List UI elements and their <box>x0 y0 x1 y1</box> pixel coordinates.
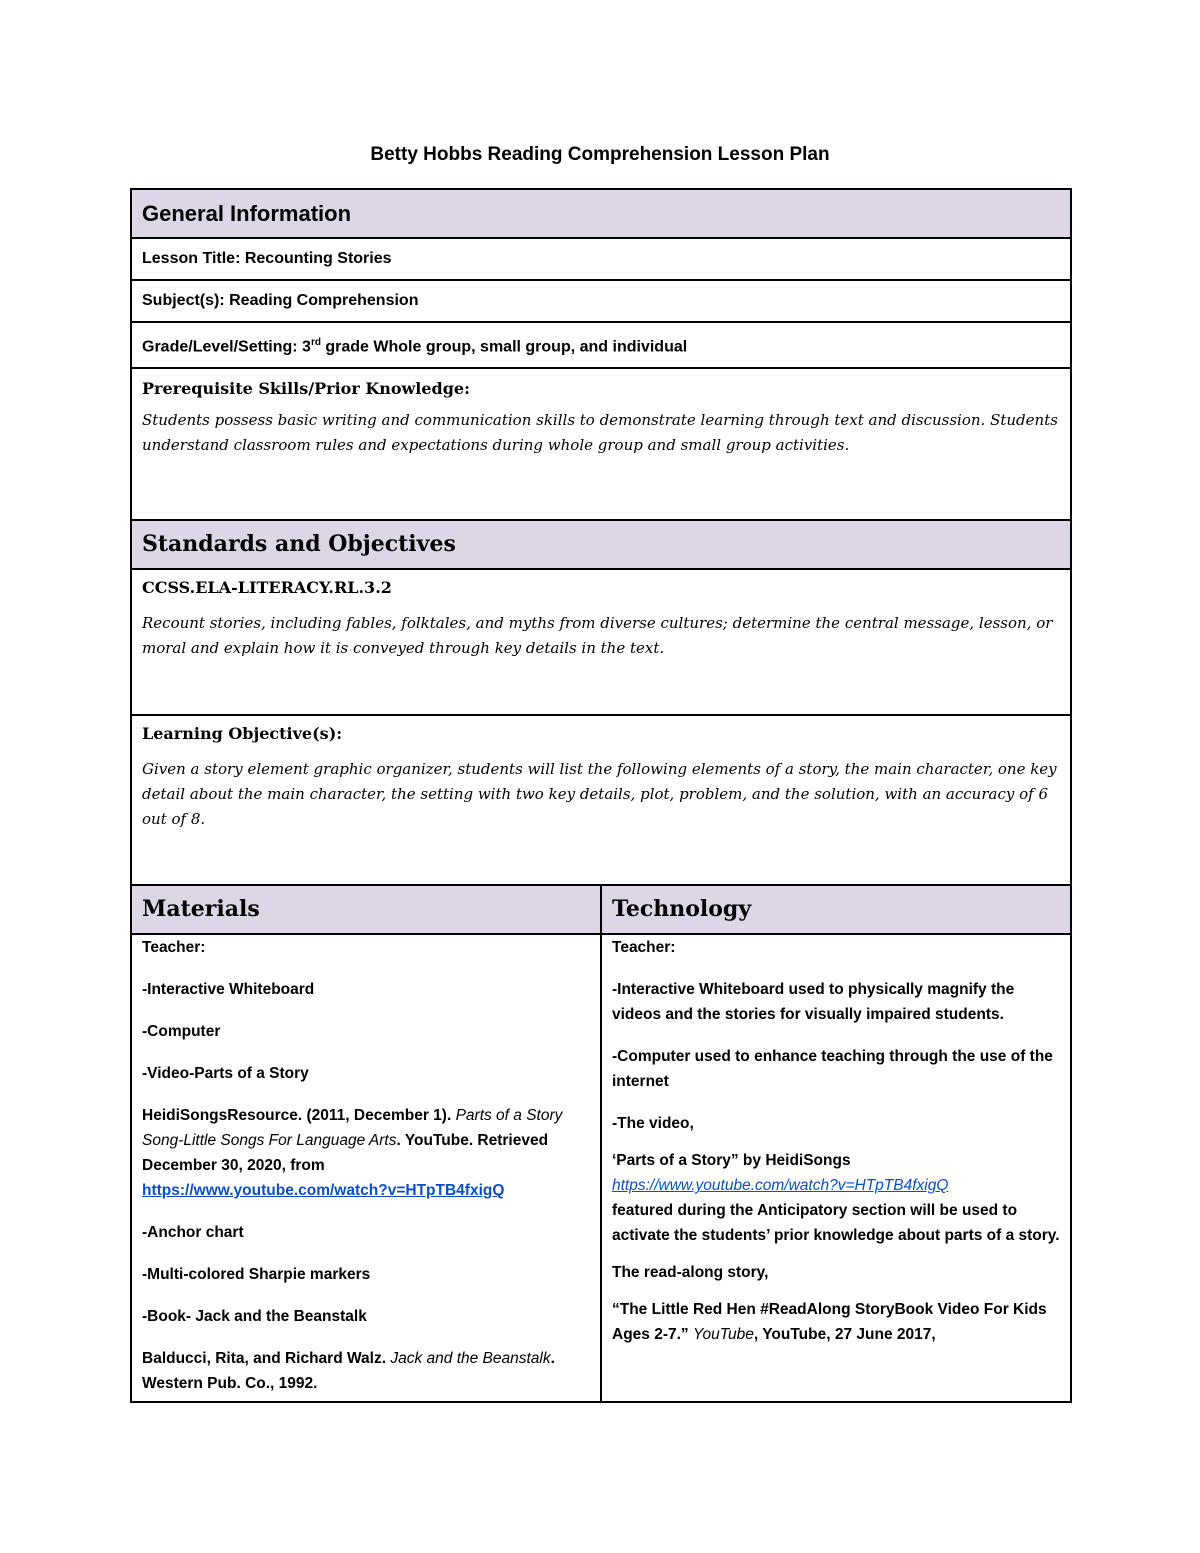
standard-cell <box>131 569 1071 715</box>
citation-author: HeidiSongsResource. (2011, December 1). <box>142 1107 456 1125</box>
technology-teacher: Teacher: <box>612 939 676 957</box>
citation-title: Parts of a Story Song-Little Songs For Language Arts <box>142 1107 563 1150</box>
materials-heading: Materials <box>131 885 601 934</box>
standard-text: Recount stories, including fables, folktales, and myths from diverse cultures; determine the central message, lesson, or moral and explain how it is conveyed through key details in the text. <box>142 614 1053 658</box>
book-citation <box>142 1346 590 1396</box>
material-item: -Interactive Whiteboard <box>142 981 315 999</box>
standard-code: CCSS.ELA-LITERACY.RL.3.2 <box>142 578 392 598</box>
material-item: -Video-Parts of a Story <box>142 1065 309 1083</box>
material-item: -Anchor chart <box>142 1224 244 1242</box>
materials-video-link[interactable]: https://www.youtube.com/watch?v=HTpTB4fxigQ <box>142 1182 505 1200</box>
video-citation <box>142 1103 590 1203</box>
prerequisite-text: Students possess basic writing and communication skills to demonstrate learning through text and discussion. Students understand classroom rules and expectations during whole group and small group activities. <box>142 411 1058 455</box>
readalong-label: The read-along story, <box>612 1264 769 1282</box>
standards-objectives-heading: Standards and Objectives <box>131 520 1071 569</box>
materials-list <box>131 934 601 1402</box>
readalong-title: “The Little Red Hen #ReadAlong StoryBook Video For Kids Ages 2-7.” <box>612 1301 1047 1344</box>
material-item: -Computer <box>142 1023 221 1041</box>
video-description <box>612 1148 1060 1248</box>
prerequisite-heading: Prerequisite Skills/Prior Knowledge: <box>142 379 471 399</box>
technology-heading: Technology <box>601 885 1071 934</box>
grade-prefix: Grade/Level/Setting: 3 <box>142 338 311 356</box>
citation-rest: . YouTube. Retrieved December 30, 2020, from <box>142 1132 549 1175</box>
grade-suffix: grade Whole group, small group, and individual <box>320 338 688 356</box>
learning-objectives-cell <box>131 715 1071 885</box>
readalong-rest: , YouTube, 27 June 2017, <box>753 1326 936 1344</box>
technology-video-link[interactable]: https://www.youtube.com/watch?v=HTpTB4fxigQ <box>612 1177 949 1195</box>
subjects: Subject(s): Reading Comprehension <box>131 280 1071 322</box>
prerequisite-cell <box>131 368 1071 520</box>
document-title: Betty Hobbs Reading Comprehension Lesson Plan <box>370 144 830 165</box>
technology-item: -Interactive Whiteboard used to physically magnify the videos and the stories for visually impaired students. <box>612 981 1015 1024</box>
book-title: Jack and the Beanstalk <box>390 1350 551 1368</box>
readalong-source: YouTube <box>692 1326 754 1344</box>
technology-item: -Computer used to enhance teaching through the use of the internet <box>612 1048 1053 1091</box>
book-publisher: . Western Pub. Co., 1992. <box>142 1350 555 1393</box>
material-item: -Book- Jack and the Beanstalk <box>142 1308 367 1326</box>
video-title: ‘Parts of a Story” by HeidiSongs <box>612 1152 851 1170</box>
materials-teacher: Teacher: <box>142 939 206 957</box>
technology-item: -The video, <box>612 1115 694 1133</box>
readalong-citation <box>612 1297 1060 1347</box>
video-purpose: featured during the Anticipatory section will be used to activate the students’ prior knowledge about parts of a story. <box>612 1202 1060 1245</box>
material-item: -Multi-colored Sharpie markers <box>142 1266 371 1284</box>
grade-level-setting <box>131 322 1071 368</box>
lesson-plan-table <box>130 188 1072 1403</box>
technology-list <box>601 934 1071 1402</box>
general-information-heading: General Information <box>131 189 1071 238</box>
learning-objectives-text: Given a story element graphic organizer, students will list the following elements of a story, the main character, one key detail about the main character, the setting with two key details, plot, problem, and the solution, with an accuracy of 6 out of 8. <box>142 760 1057 829</box>
learning-objectives-heading: Learning Objective(s): <box>142 724 343 744</box>
book-authors: Balducci, Rita, and Richard Walz. <box>142 1350 391 1368</box>
lesson-title: Lesson Title: Recounting Stories <box>131 238 1071 280</box>
grade-sup: rd <box>310 337 321 348</box>
